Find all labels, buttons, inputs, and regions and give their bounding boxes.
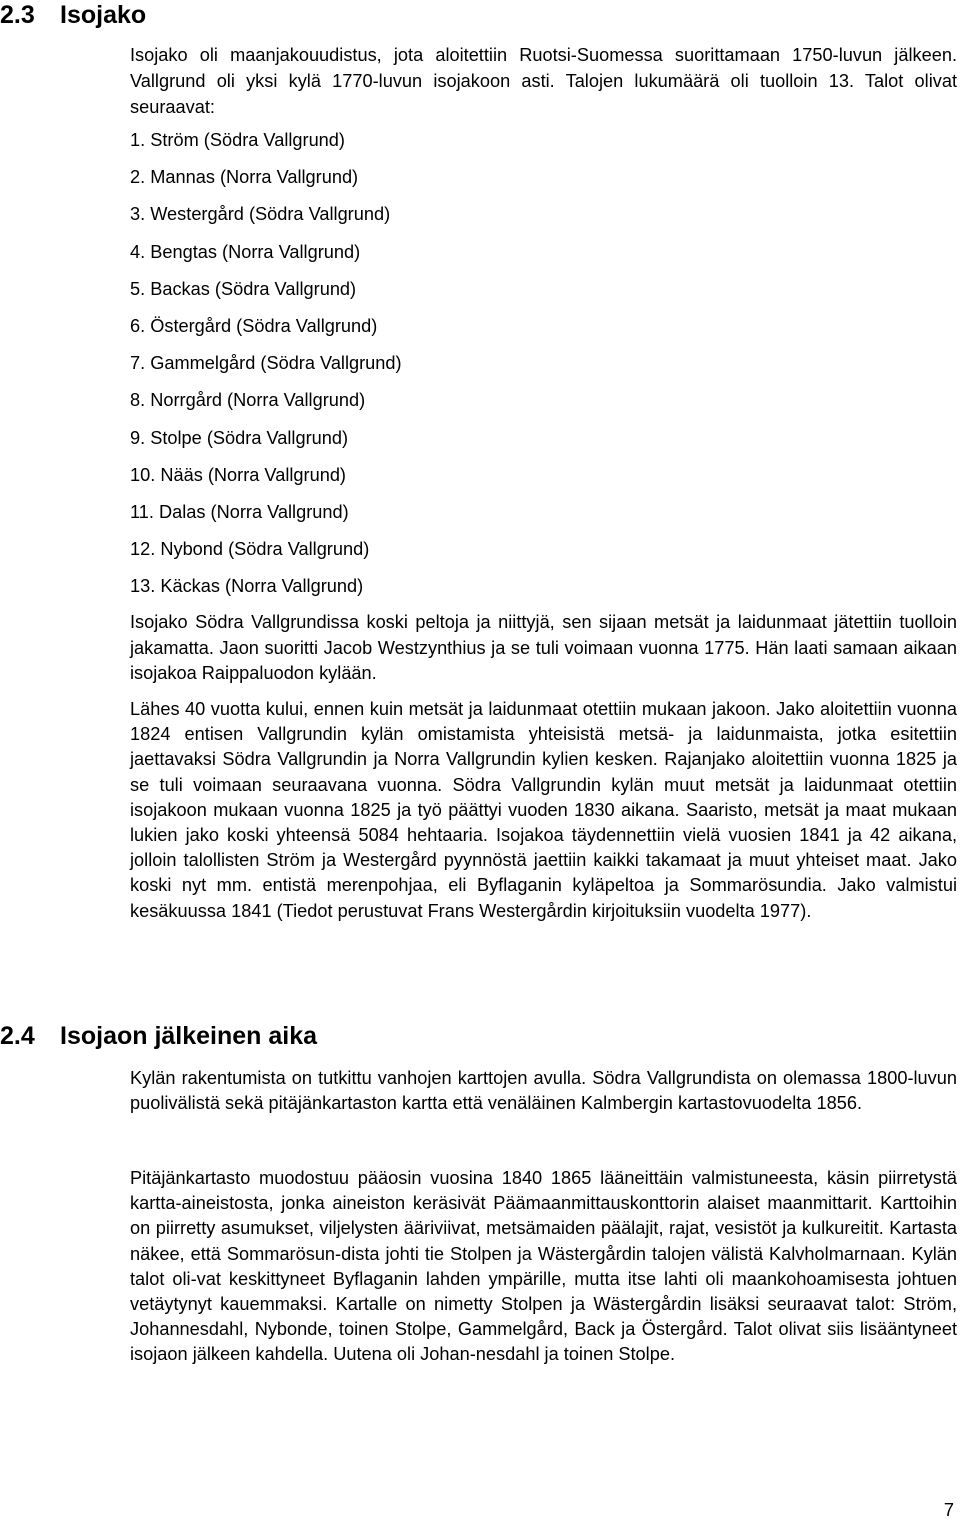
list-item: 6. Östergård (Södra Vallgrund) (130, 315, 378, 336)
section-title: Isojako (60, 1, 147, 29)
intro-paragraph: Isojako oli maanjakouudistus, jota aloitettiin Ruotsi-Suomessa suorittamaan 1750-luvun jälkeen. Vallgrund oli yksi kylä 1770-luvun isojakoon asti. Talojen lukumäärä oli tuolloin 13. Talot olivat seuraavat: (130, 45, 957, 117)
section-heading-2-4 (0, 1021, 317, 1051)
list-item: 9. Stolpe (Södra Vallgrund) (130, 427, 349, 448)
list-item: 3. Westergård (Södra Vallgrund) (130, 204, 391, 225)
page-number: 7 (943, 1500, 954, 1520)
section-heading-2-3 (0, 0, 146, 30)
list-item: 10. Nääs (Norra Vallgrund) (130, 464, 346, 485)
list-item: 8. Norrgård (Norra Vallgrund) (130, 390, 366, 411)
body-paragraph-jako-1824: Lähes 40 vuotta kului, ennen kuin metsät ja laidunmaat otettiin mukaan jakoon. Jako aloitettiin vuonna 1824 entisen Vallgrundin kylän omistamista yhteisistä metsä- ja laidunmaista, jotka esitettiin jaettavaksi Södra Vallgrundin ja Norra Vallgrundin kylien kesken. Rajanjako aloitettiin vuonna 1825 ja se tuli voimaan seuraavana vuonna. Södra Vallgrundin kylän muut metsät ja laidunmaat otettiin isojakoon mukaan vuonna 1825 ja työ päättyi vuoden 1830 aikana. Saaristo, metsät ja maat mukaan lukien jako koski yhteensä 5084 hehtaaria. Isojakoa täydennettiin vielä vuosien 1841 ja 42 aikana, jolloin talollisten Ström ja Westergård pyynnöstä jaettiin kaikki takamaat ja muut yhteiset maat. Jako koski nyt mm. entistä merenpohjaa, eli Byflaganin kyläpeltoa ja Sommarösundia. Jako valmistui kesäkuussa 1841 (Tiedot perustuvat Frans Westergårdin kirjoituksiin vuodelta 1977). (130, 699, 957, 921)
list-item: 4. Bengtas (Norra Vallgrund) (130, 241, 361, 262)
section-number: 2.4 (0, 1022, 35, 1050)
list-item: 13. Käckas (Norra Vallgrund) (130, 576, 364, 597)
body-paragraph-parish-map: Pitäjänkartasto muodostuu pääosin vuosina 1840 1865 lääneittäin valmistuneesta, käsin piirretystä kartta-aineistosta, jonka aineiston keräsivät Päämaanmittauskonttorin alaiset maanmittarit. Karttoihin on piirretty asumukset, viljelysten ääriviivat, metsämaiden päälajit, rajat, vesistöt ja kulkureitit. Kartasta näkee, että Sommarösun-dista johti tie Stolpen ja Wästergårdin talojen välistä Kalvholmarnaan. Kylän talot oli-vat keskittyneet Byflaganin lahden ympärille, mutta itse lahti oli maankohoamisesta johtuen vetäytynyt kauemmaksi. Kartalle on nimetty Stolpen ja Wästergårdin lisäksi seuraavat talot: Ström, Johannesdahl, Nybonde, toinen Stolpe, Gammelgård, Back ja Östergård. Talot olivat siis lisääntyneet isojaon jälkeen kahdella. Uutena oli Johan-nesdahl ja toinen Stolpe. (130, 1168, 957, 1365)
body-paragraph-jako-1775: Isojako Södra Vallgrundissa koski peltoja ja niittyjä, sen sijaan metsät ja laidunmaat jätettiin tuolloin jakamatta. Jaon suoritti Jacob Westzynthius ja se tuli voimaan vuonna 1775. Hän laati samaan aikaan isojakoa Raippaluodon kylään. (130, 612, 957, 683)
list-item: 11. Dalas (Norra Vallgrund) (130, 501, 349, 522)
body-paragraph-maps: Kylän rakentumista on tutkittu vanhojen karttojen avulla. Södra Vallgrundista on olemassa 1800-luvun puolivälistä sekä pitäjänkartaston kartta että venäläinen Kalmbergin kartastovuodelta 1856. (130, 1068, 957, 1113)
list-item: 7. Gammelgård (Södra Vallgrund) (130, 353, 402, 374)
house-list (130, 129, 730, 612)
list-item: 5. Backas (Södra Vallgrund) (130, 278, 357, 299)
section-title: Isojaon jälkeinen aika (60, 1022, 318, 1050)
list-item: 12. Nybond (Södra Vallgrund) (130, 539, 370, 560)
section-number: 2.3 (0, 1, 35, 29)
list-item: 1. Ström (Södra Vallgrund) (130, 130, 345, 150)
list-item: 2. Mannas (Norra Vallgrund) (130, 167, 359, 188)
